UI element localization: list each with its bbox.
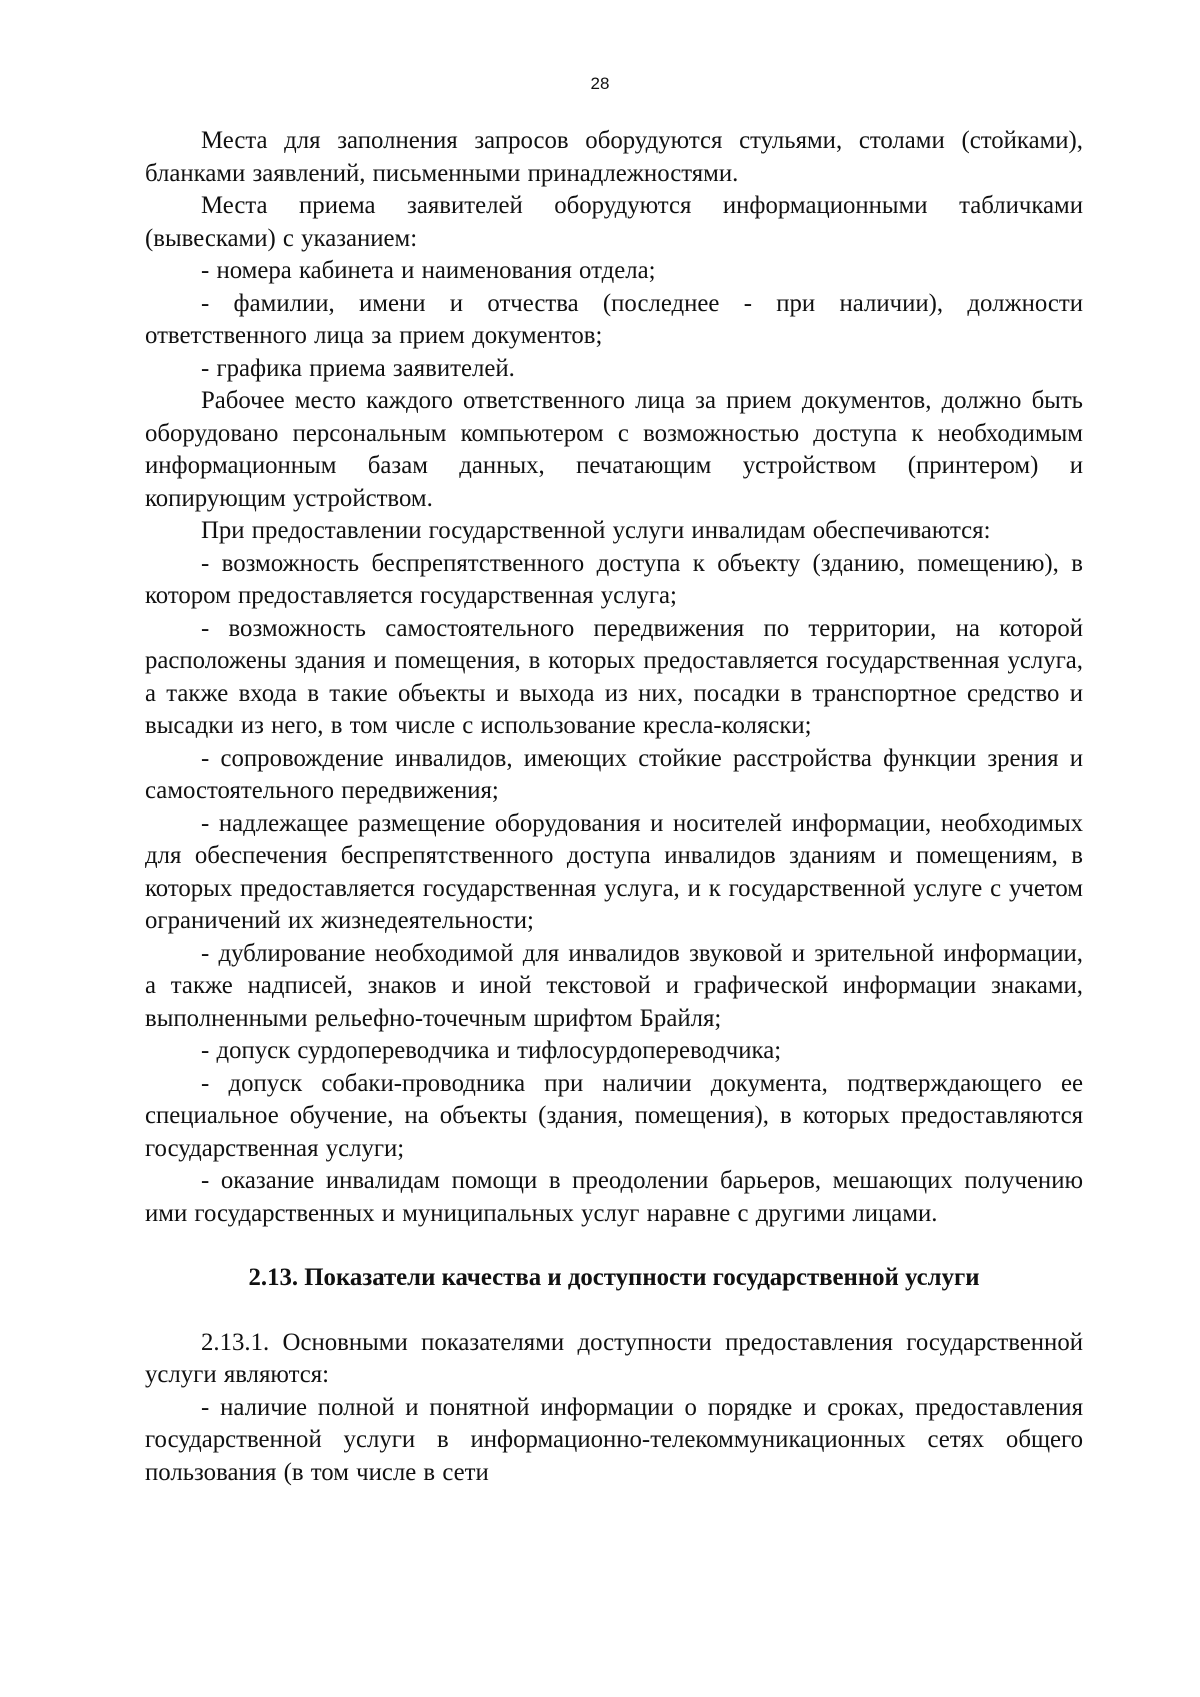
- page-number: 28: [590, 74, 610, 93]
- list-item: - фамилии, имени и отчества (последнее - при наличии), должности ответственного лица за прием документов;: [145, 289, 1083, 349]
- list-item: - допуск собаки-проводника при наличии документа, подтверждающего ее специальное обучение, на объекты (здания, помещения), в которых предоставляются государственная услуги;: [145, 1069, 1083, 1162]
- list-item: - допуск сурдопереводчика и тифлосурдопереводчика;: [201, 1037, 782, 1064]
- list-item: - оказание инвалидам помощи в преодолении барьеров, мешающих получению ими государственных и муниципальных услуг наравне с другими лицами.: [145, 1167, 1083, 1227]
- list-item: - дублирование необходимой для инвалидов звуковой и зрительной информации, а также надписей, знаков и иной текстовой и графической информации знаками, выполненными рельефно-точечным шрифтом Брайля;: [145, 939, 1083, 1032]
- list-item: - номера кабинета и наименования отдела;: [201, 257, 656, 284]
- document-body: [145, 125, 1083, 1489]
- list-item: - графика приема заявителей.: [201, 354, 515, 382]
- paragraph: Рабочее место каждого ответственного лица за прием документов, должно быть оборудовано персональным компьютером с возможностью доступа к необходимым информационным базам данных, печатающим устройством (принтером) и копирующим устройством.: [145, 387, 1083, 512]
- paragraph: Места для заполнения запросов оборудуются стульями, столами (стойками), бланками заявлений, письменными принадлежностями.: [145, 127, 1083, 187]
- section-heading: 2.13. Показатели качества и доступности государственной услуги: [248, 1264, 980, 1291]
- paragraph: 2.13.1. Основными показателями доступности предоставления государственной услуги являются:: [145, 1328, 1083, 1388]
- paragraph: Места приема заявителей оборудуются информационными табличками (вывесками) с указанием:: [145, 192, 1083, 252]
- list-item: - возможность самостоятельного передвижения по территории, на которой расположены здания и помещения, в которых предоставляется государственная услуга, а также входа в такие объекты и выхода из них, посадки в транспортное средство и высадки из него, в том числе с использование кресла-коляски;: [145, 614, 1083, 739]
- list-item: - надлежащее размещение оборудования и носителей информации, необходимых для обеспечения беспрепятственного доступа инвалидов зданиям и помещениям, в которых предоставляется государственная услуга, и к государственной услуге с учетом ограничений их жизнедеятельности;: [145, 809, 1083, 934]
- list-item: - наличие полной и понятной информации о порядке и сроках, предоставления государственной услуги в информационно-телекоммуникационных сетях общего пользования (в том числе в сети: [145, 1393, 1083, 1486]
- paragraph: При предоставлении государственной услуги инвалидам обеспечиваются:: [201, 517, 991, 544]
- list-item: - сопровождение инвалидов, имеющих стойкие расстройства функции зрения и самостоятельного передвижения;: [145, 744, 1083, 804]
- list-item: - возможность беспрепятственного доступа к объекту (зданию, помещению), в котором предоставляется государственная услуга;: [145, 549, 1083, 609]
